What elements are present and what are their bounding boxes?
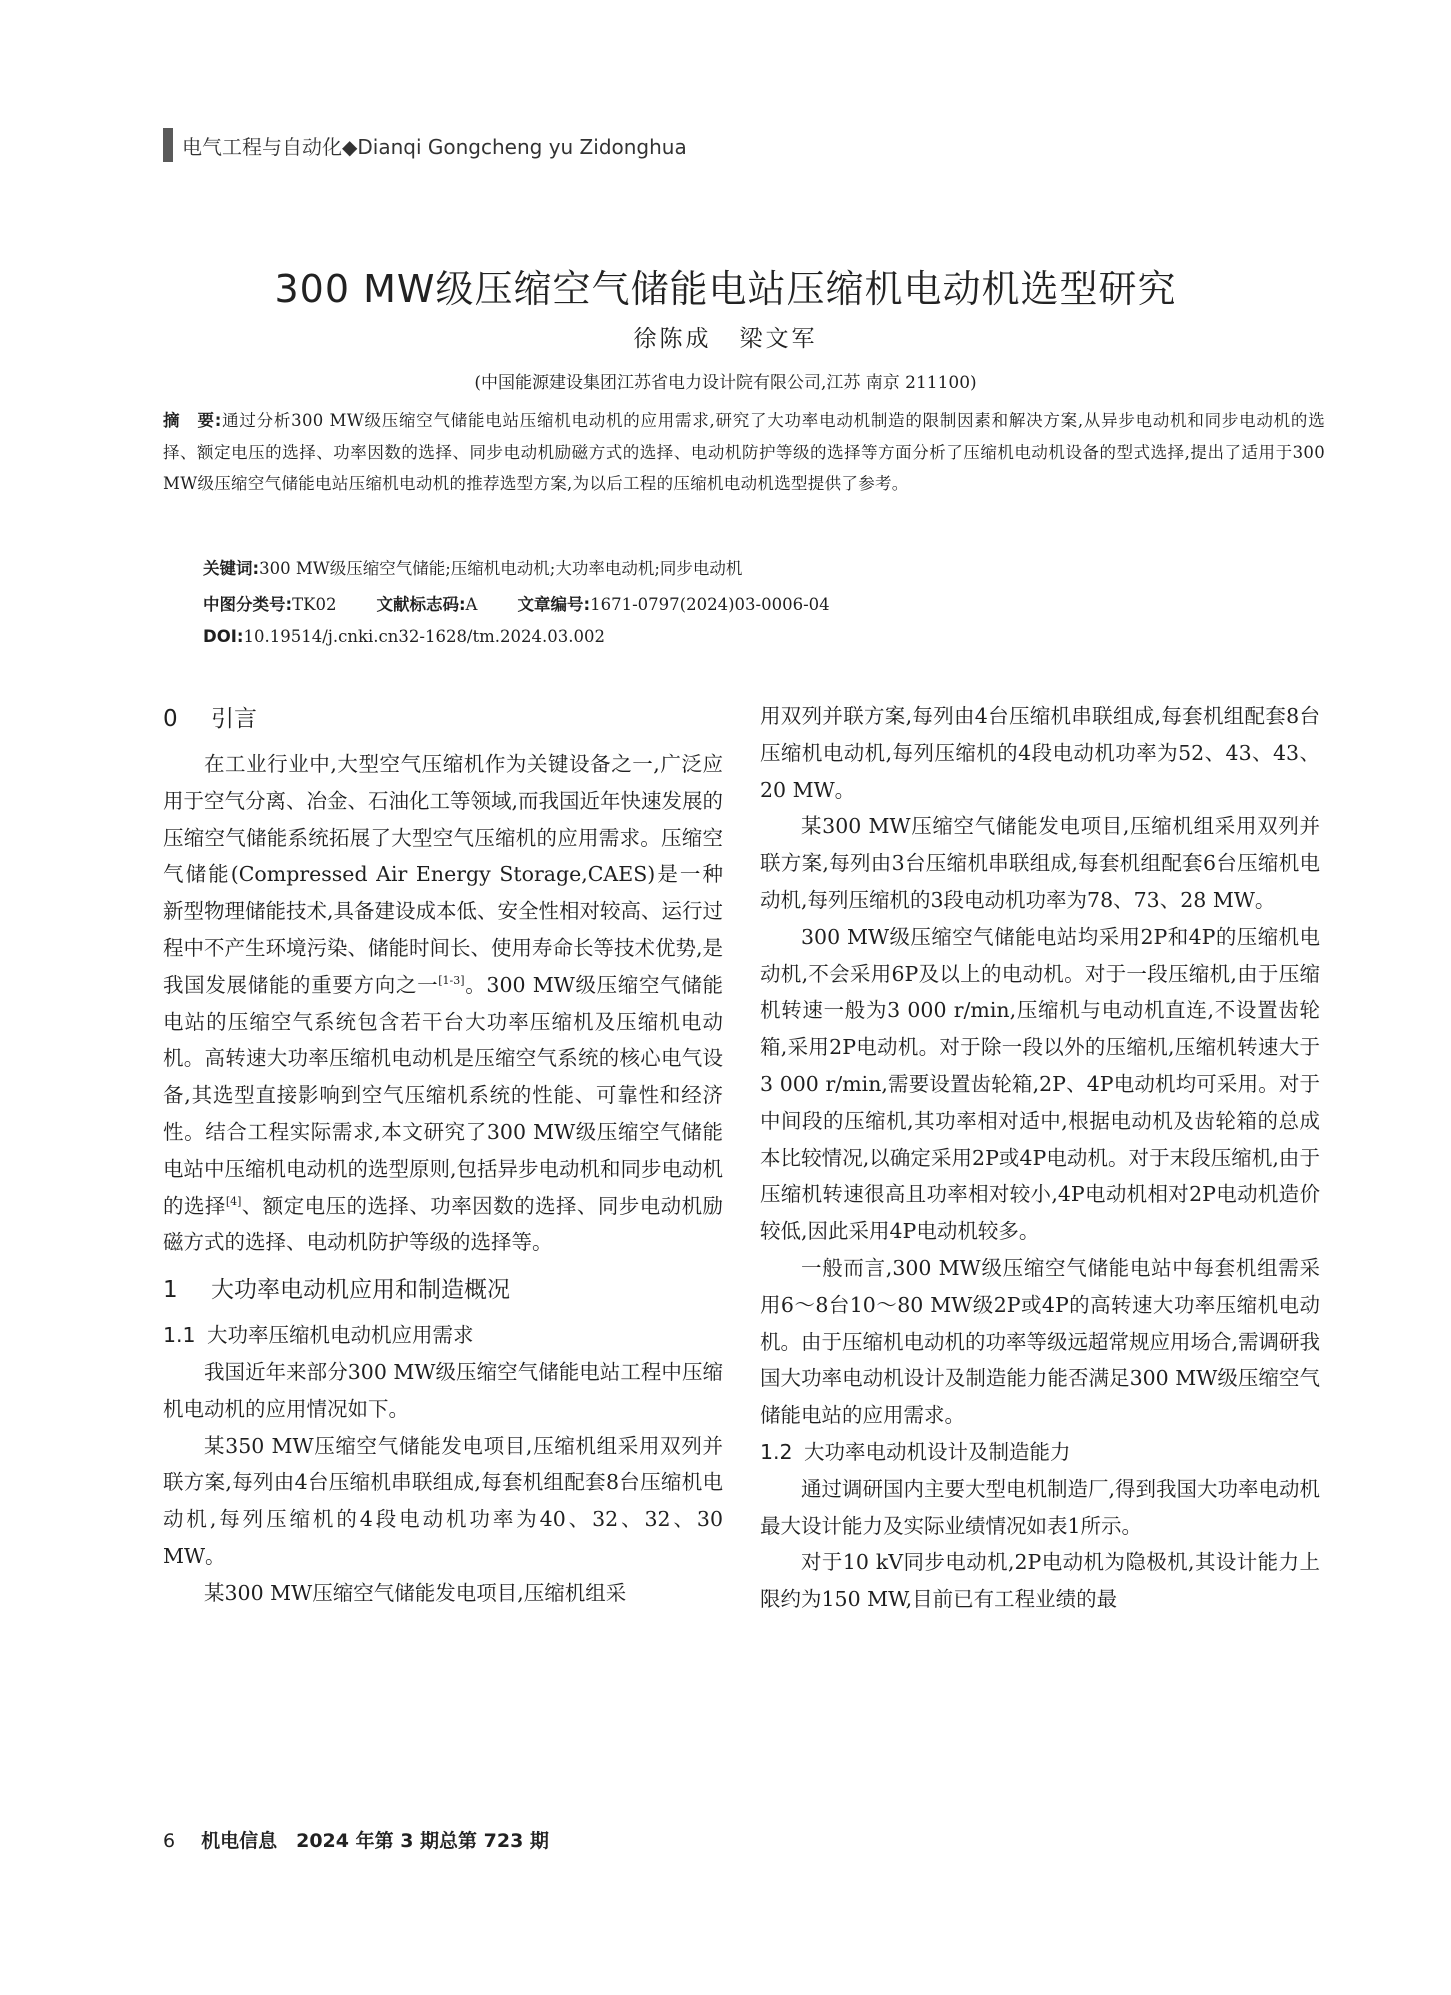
paragraph: 我国近年来部分300 MW级压缩空气储能电站工程中压缩机电动机的应用情况如下。 <box>163 1359 723 1421</box>
classification <box>203 591 830 615</box>
author-2: 梁文军 <box>739 326 818 352</box>
doi-label: DOI: <box>203 627 244 646</box>
section-1-1-number: 1.1 <box>163 1323 196 1348</box>
paragraph: 某300 MW压缩空气储能发电项目,压缩机组采用双列并联方案,每列由3台压缩机串联组成,每套机组配套6台压缩机电动机,每列压缩机的3段电动机功率为78、73、28 MW。 <box>760 814 1320 912</box>
paragraph: 某350 MW压缩空气储能发电项目,压缩机组采用双列并联方案,每列由4台压缩机串联组成,每套机组配套8台压缩机电动机,每列压缩机的4段电动机功率为40、32、32、30 MW。 <box>163 1433 723 1568</box>
running-header: 电气工程与自动化◆Dianqi Gongcheng yu Zidonghua <box>182 135 687 159</box>
page-number: 6 <box>163 1830 176 1852</box>
section-1-1-title: 大功率压缩机电动机应用需求 <box>207 1323 474 1348</box>
section-0-heading <box>163 702 723 736</box>
abstract-text: 通过分析300 MW级压缩空气储能电站压缩机电动机的应用需求,研究了大功率电动机制造的限制因素和解决方案,从异步电动机和同步电动机的选择、额定电压的选择、功率因数的选择、同步电动机励磁方式的选择、电动机防护等级的选择等方面分析了压缩机电动机设备的型式选择,提出了适用于300 MW级压缩空气储能电站压缩机电动机的推荐选型方案,为以后工程的压缩机电动机选型提供了参考。 <box>163 411 1325 493</box>
paragraph: 一般而言,300 MW级压缩空气储能电站中每套机组需采用6～8台10～80 MW级2P或4P的高转速大功率压缩机电动机。由于压缩机电动机的功率等级远超常规应用场合,需调研我国大功率电动机设计及制造能力能否满足300 MW级压缩空气储能电站的应用需求。 <box>760 1255 1321 1428</box>
page-footer <box>163 1826 549 1853</box>
citation-4: [4] <box>225 1194 242 1208</box>
doc-code-value: A <box>465 595 478 614</box>
citation-1-3: [1-3] <box>438 973 465 987</box>
section-1-title: 大功率电动机应用和制造概况 <box>211 1277 510 1304</box>
doc-code-label: 文献标志码: <box>376 595 466 614</box>
keywords-label: 关键词: <box>203 559 260 578</box>
section-0-title: 引言 <box>211 706 257 732</box>
doi <box>203 627 605 646</box>
section-1-heading <box>163 1273 723 1307</box>
paragraph: 300 MW级压缩空气储能电站均采用2P和4P的压缩机电动机,不会采用6P及以上的电动机。对于一段压缩机,由于压缩机转速一般为3 000 r/min,压缩机与电动机直连,不设置齿轮箱,采用2P电动机。对于除一段以外的压缩机,压缩机转速大于3 000 r/min,需要设置齿轮箱,2P、4P电动机均可采用。对于中间段的压缩机,其功率相对适中,根据电动机及齿轮箱的总成本比较情况,以确定采用2P或4P电动机。对于末段压缩机,由于压缩机转速很高且功率相对较小,4P电动机相对2P电动机造价较低,因此采用4P电动机较多。 <box>760 924 1320 1244</box>
abstract-label: 摘 要: <box>163 411 222 430</box>
section-1-1-heading <box>163 1317 723 1354</box>
author-1: 徐陈成 <box>633 326 712 352</box>
intro-paragraph <box>163 746 723 1261</box>
right-column <box>760 698 1320 1618</box>
footer-journal: 机电信息 2024 年第 3 期总第 723 期 <box>201 1830 549 1852</box>
paragraph: 通过调研国内主要大型电机制造厂,得到我国大功率电动机最大设计能力及实际业绩情况如表1所示。 <box>760 1476 1321 1538</box>
paragraph: 对于10 kV同步电动机,2P电动机为隐极机,其设计能力上限约为150 MW,目前已有工程业绩的最 <box>760 1550 1320 1612</box>
intro-text-b: 。300 MW级压缩空气储能电站的压缩空气系统包含若干台大功率压缩机及压缩机电动机。高转速大功率压缩机电动机是压缩空气系统的核心电气设备,其选型直接影响到空气压缩机系统的性能、可靠性和经济性。结合工程实际需求,本文研究了300 MW级压缩空气储能电站中压缩机电动机的选型原则,包括异步电动机和同步电动机的选择 <box>163 972 724 1218</box>
paper-title: 300 MW级压缩空气储能电站压缩机电动机选型研究 <box>274 267 1177 311</box>
doi-value: 10.19514/j.cnki.cn32-1628/tm.2024.03.002 <box>243 627 605 646</box>
header-bar <box>163 128 173 162</box>
authors <box>0 320 1451 353</box>
intro-text-c: 、额定电压的选择、功率因数的选择、同步电动机励磁方式的选择、电动机防护等级的选择等。 <box>163 1193 724 1255</box>
clc-value: TK02 <box>292 595 337 614</box>
left-column <box>163 698 723 1612</box>
keywords-text: 300 MW级压缩空气储能;压缩机电动机;大功率电动机;同步电动机 <box>259 559 743 578</box>
section-1-2-number: 1.2 <box>760 1439 793 1464</box>
intro-text-a: 在工业行业中,大型空气压缩机作为关键设备之一,广泛应用于空气分离、冶金、石油化工等领域,而我国近年快速发展的压缩空气储能系统拓展了大型空气压缩机的应用需求。压缩空气储能(Compressed Air Energy Storage,CAES)是一种新型物理储能技术,具备建设成本低、安全性相对较高、运行过程中不产生环境污染、储能时间长、使用寿命长等技术优势,是我国发展储能的重要方向之一 <box>163 752 724 997</box>
paragraph: 某300 MW压缩空气储能发电项目,压缩机组采 <box>204 1580 627 1605</box>
clc-label: 中图分类号: <box>203 595 293 614</box>
section-1-2-title: 大功率电动机设计及制造能力 <box>804 1439 1071 1464</box>
abstract <box>163 405 1325 500</box>
article-number-value: 1671-0797(2024)03-0006-04 <box>590 595 830 614</box>
article-number-label: 文章编号: <box>517 595 591 614</box>
paragraph-continued: 用双列并联方案,每列由4台压缩机串联组成,每套机组配套8台压缩机电动机,每列压缩机的4段电动机功率为52、43、43、20 MW。 <box>760 704 1320 802</box>
section-1-number: 1 <box>163 1277 178 1304</box>
keywords <box>203 555 742 579</box>
affiliation: (中国能源建设集团江苏省电力设计院有限公司,江苏 南京 211100) <box>474 373 977 393</box>
section-1-2-heading <box>760 1434 1320 1471</box>
section-0-number: 0 <box>163 706 178 732</box>
